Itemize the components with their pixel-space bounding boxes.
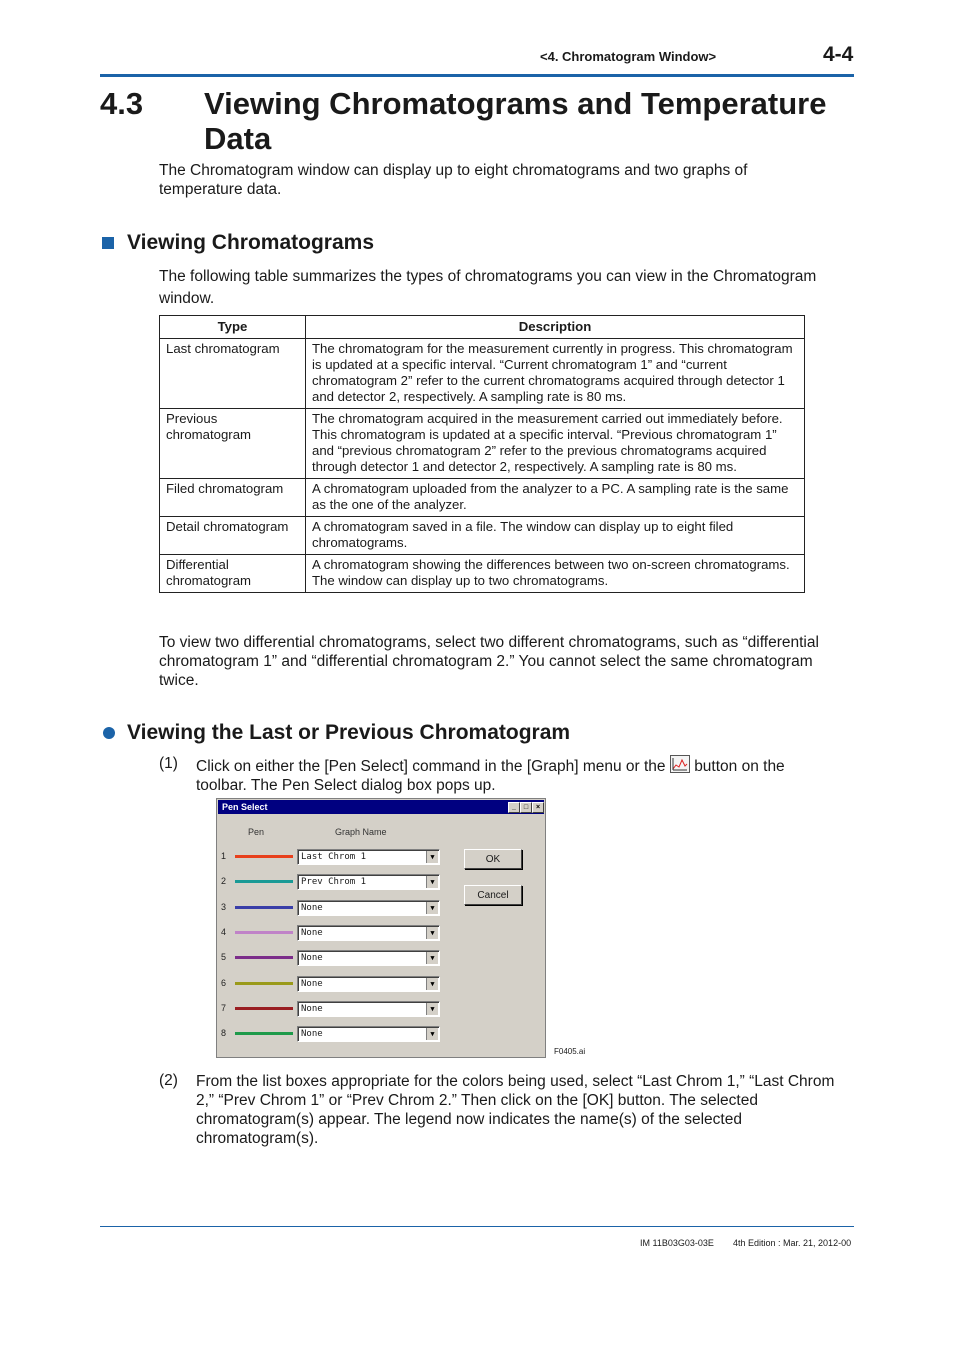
table-header-row <box>160 316 805 339</box>
graph-name-value: None <box>301 979 323 989</box>
type-cell: Detail chromatogram <box>160 517 306 555</box>
pen-color-swatch <box>235 1007 293 1010</box>
chevron-down-icon[interactable]: ▼ <box>426 902 438 914</box>
type-cell: Previous chromatogram <box>160 409 306 479</box>
section-title: Viewing Chromatograms and Temperature Data <box>204 86 827 156</box>
description-cell: The chromatogram for the measurement currently in progress. This chromatogram is updated at a specific interval. “Current chromatogram 1” and “current chromatogram 2” refer to the current chromatograms acquired through detector 1 and detector 2, respectively. A sampling rate is 80 ms. <box>306 339 805 409</box>
pen-number: 2 <box>221 876 227 886</box>
pen-color-swatch <box>235 855 293 858</box>
pen-number: 6 <box>221 978 227 988</box>
chevron-down-icon[interactable]: ▼ <box>426 1003 438 1015</box>
step-text: From the list boxes appropriate for the colors being used, select “Last Chrom 1,” “Last Chrom 2,” “Prev Chrom 1” or “Prev Chrom 2.” Then click on the [OK] button. The selected chromatogram(s) appear. The legend now indicates the name(s) of the selected chromatogram(s). <box>196 1073 835 1147</box>
table-row <box>160 479 805 517</box>
graph-name-value: None <box>301 1029 323 1039</box>
graph-name-value: Prev Chrom 1 <box>301 877 367 887</box>
table-row <box>160 517 805 555</box>
step-text-a: Click on either the [Pen Select] command in the [Graph] menu or the <box>196 758 666 775</box>
step-text-c: toolbar. The Pen Select dialog box pops up. <box>196 777 496 794</box>
step-number: (2) <box>159 1072 178 1089</box>
description-cell: The chromatogram acquired in the measurement carried out immediately before. This chromatogram is updated at a specific interval. “Previous chromatogram 1” and “previous chromatogram 2” refer to the previous chromatograms acquired through detector 1 and detector 2, respectively. A sampling rate is 80 ms. <box>306 409 805 479</box>
edition: 4th Edition : Mar. 21, 2012-00 <box>733 1238 852 1248</box>
pen-number: 3 <box>221 902 227 912</box>
table-row <box>160 339 805 409</box>
header-rule <box>100 74 854 77</box>
page-number: 4-4 <box>823 43 854 66</box>
chart-toolbar-icon <box>670 755 690 773</box>
graph-name-select[interactable] <box>297 849 440 865</box>
graph-name-select[interactable] <box>297 950 440 966</box>
description-cell: A chromatogram uploaded from the analyzer to a PC. A sampling rate is the same as the one of the analyzer. <box>306 479 805 517</box>
pen-color-swatch <box>235 906 293 909</box>
graph-name-select[interactable] <box>297 874 440 890</box>
pen-color-swatch <box>235 1032 293 1035</box>
graph-name-value: None <box>301 903 323 913</box>
column-header: Description <box>306 316 805 339</box>
graph-name-select[interactable] <box>297 976 440 992</box>
description-cell: A chromatogram saved in a file. The window can display up to eight filed chromatograms. <box>306 517 805 555</box>
round-bullet-icon <box>103 727 115 739</box>
graph-name-select[interactable] <box>297 900 440 916</box>
table-row <box>160 555 805 593</box>
column-header: Type <box>160 316 306 339</box>
ok-button[interactable]: OK <box>464 849 522 869</box>
graph-name-value: None <box>301 1004 323 1014</box>
graph-name-column-header: Graph Name <box>335 827 387 837</box>
chapter-header: <4. Chromatogram Window> <box>540 49 717 64</box>
type-cell: Differential chromatogram <box>160 555 306 593</box>
chevron-down-icon[interactable]: ▼ <box>426 927 438 939</box>
graph-name-value: None <box>301 953 323 963</box>
square-bullet-icon <box>102 237 114 249</box>
close-icon[interactable]: × <box>532 802 544 813</box>
pen-color-swatch <box>235 880 293 883</box>
pen-color-swatch <box>235 956 293 959</box>
type-cell: Last chromatogram <box>160 339 306 409</box>
subsection-heading: Viewing the Last or Previous Chromatogram <box>127 721 571 744</box>
step-text-b: button on the <box>694 758 785 775</box>
dialog-title: Pen Select <box>222 802 268 812</box>
chevron-down-icon[interactable]: ▼ <box>426 978 438 990</box>
footer-rule <box>100 1226 854 1227</box>
pen-column-header: Pen <box>248 827 265 837</box>
pen-number: 4 <box>221 927 227 937</box>
graph-name-value: Last Chrom 1 <box>301 852 367 862</box>
graph-name-select[interactable] <box>297 925 440 941</box>
differential-note: To view two differential chromatograms, select two different chromatograms, such as “differential chromatogram 1” and “differential chromatogram 2.” You cannot select the same chromatogram twice. <box>159 634 819 689</box>
document-number: IM 11B03G03-03E <box>640 1238 714 1248</box>
chevron-down-icon[interactable]: ▼ <box>426 876 438 888</box>
chromatogram-types-table <box>159 315 805 593</box>
graph-name-select[interactable] <box>297 1001 440 1017</box>
subsection-heading: Viewing Chromatograms <box>127 231 374 254</box>
table-row <box>160 409 805 479</box>
step-text <box>196 755 856 795</box>
graph-name-value: None <box>301 928 323 938</box>
pen-number: 5 <box>221 952 227 962</box>
pen-number: 8 <box>221 1028 227 1038</box>
dialog-title-bar <box>218 800 544 814</box>
type-cell: Filed chromatogram <box>160 479 306 517</box>
pen-number: 1 <box>221 851 227 861</box>
minimize-icon[interactable]: _ <box>508 802 520 813</box>
pen-color-swatch <box>235 982 293 985</box>
subsection-intro: The following table summarizes the types of chromatograms you can view in the Chromatogram window. <box>159 268 817 307</box>
figure-label: F0405.ai <box>554 1047 586 1056</box>
step-number: (1) <box>159 755 178 772</box>
pen-color-swatch <box>235 931 293 934</box>
pen-number: 7 <box>221 1003 227 1013</box>
graph-name-select[interactable] <box>297 1026 440 1042</box>
cancel-button[interactable]: Cancel <box>464 885 522 905</box>
chevron-down-icon[interactable]: ▼ <box>426 851 438 863</box>
chevron-down-icon[interactable]: ▼ <box>426 1028 438 1040</box>
section-number: 4.3 <box>100 86 144 121</box>
description-cell: A chromatogram showing the differences between two on-screen chromatograms. The window can display up to two chromatograms. <box>306 555 805 593</box>
chevron-down-icon[interactable]: ▼ <box>426 952 438 964</box>
section-intro: The Chromatogram window can display up to eight chromatograms and two graphs of temperature data. <box>159 162 748 198</box>
maximize-icon[interactable]: □ <box>520 802 532 813</box>
